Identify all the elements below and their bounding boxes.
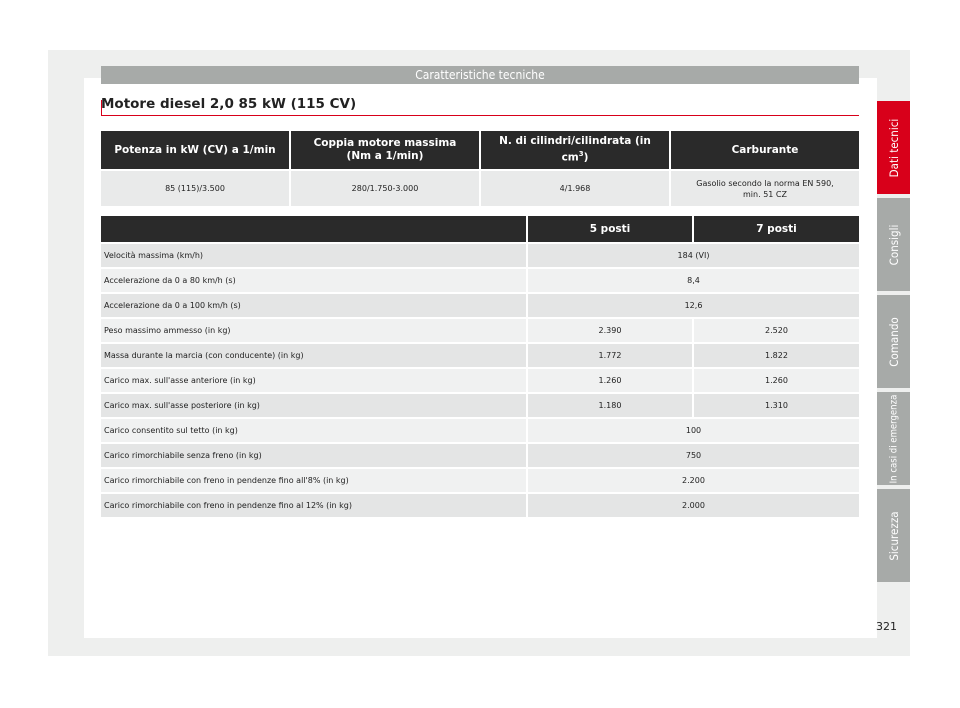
table-row bbox=[101, 442, 859, 467]
cell-cylinders: 4/1.968 bbox=[481, 169, 671, 206]
row-value: 8,4 bbox=[528, 267, 859, 292]
row-label: Carico max. sull'asse anteriore (in kg) bbox=[101, 367, 528, 392]
row-value-7: 1.310 bbox=[694, 392, 859, 417]
header-5-seats: 5 posti bbox=[528, 216, 694, 242]
row-value-5: 1.180 bbox=[528, 392, 694, 417]
row-label: Peso massimo ammesso (in kg) bbox=[101, 317, 528, 342]
specs-table bbox=[101, 216, 859, 517]
table-row bbox=[101, 492, 859, 517]
tab-emergenza[interactable]: In casi di emergenza bbox=[877, 392, 910, 485]
engine-table bbox=[101, 131, 859, 206]
row-label: Massa durante la marcia (con conducente) (in kg) bbox=[101, 342, 528, 367]
chapter-header: Caratteristiche tecniche bbox=[101, 66, 859, 84]
table-row bbox=[101, 292, 859, 317]
table-row bbox=[101, 317, 859, 342]
header-fuel: Carburante bbox=[671, 131, 859, 169]
tab-dati-tecnici[interactable]: Dati tecnici bbox=[877, 101, 910, 194]
row-value: 2.000 bbox=[528, 492, 859, 517]
row-value: 184 (VI) bbox=[528, 242, 859, 267]
row-value: 100 bbox=[528, 417, 859, 442]
row-label: Accelerazione da 0 a 100 km/h (s) bbox=[101, 292, 528, 317]
row-label: Carico consentito sul tetto (in kg) bbox=[101, 417, 528, 442]
table-row bbox=[101, 267, 859, 292]
header-cylinders: N. di cilindri/cilindrata (in $cm^3$) bbox=[481, 131, 671, 169]
table-row bbox=[101, 392, 859, 417]
row-value: 750 bbox=[528, 442, 859, 467]
row-value-5: 1.772 bbox=[528, 342, 694, 367]
tab-sicurezza[interactable]: Sicurezza bbox=[877, 489, 910, 582]
tab-comando[interactable]: Comando bbox=[877, 295, 910, 388]
row-label: Carico rimorchiabile con freno in pendenze fino al 12% (in kg) bbox=[101, 492, 528, 517]
header-7-seats: 7 posti bbox=[694, 216, 859, 242]
header-empty bbox=[101, 216, 528, 242]
page-number: 321 bbox=[876, 620, 897, 633]
row-value-5: 2.390 bbox=[528, 317, 694, 342]
row-label: Accelerazione da 0 a 80 km/h (s) bbox=[101, 267, 528, 292]
table-row bbox=[101, 367, 859, 392]
specs-table-header bbox=[101, 216, 859, 242]
cell-torque: 280/1.750-3.000 bbox=[291, 169, 481, 206]
row-value-5: 1.260 bbox=[528, 367, 694, 392]
table-row bbox=[101, 342, 859, 367]
title-underline bbox=[101, 115, 859, 116]
engine-table-header bbox=[101, 131, 859, 169]
row-label: Carico rimorchiabile senza freno (in kg) bbox=[101, 442, 528, 467]
table-row bbox=[101, 417, 859, 442]
row-value-7: 2.520 bbox=[694, 317, 859, 342]
row-value-7: 1.260 bbox=[694, 367, 859, 392]
row-value: 2.200 bbox=[528, 467, 859, 492]
header-torque: Coppia motore massima (Nm a 1/min) bbox=[291, 131, 481, 169]
row-label: Carico rimorchiabile con freno in pendenze fino all'8% (in kg) bbox=[101, 467, 528, 492]
table-row bbox=[101, 467, 859, 492]
header-power: Potenza in kW (CV) a 1/min bbox=[101, 131, 291, 169]
tab-consigli[interactable]: Consigli bbox=[877, 198, 910, 291]
cell-fuel: Gasolio secondo la norma EN 590, min. 51 CZ bbox=[671, 169, 859, 206]
cell-power: 85 (115)/3.500 bbox=[101, 169, 291, 206]
row-label: Velocità massima (km/h) bbox=[101, 242, 528, 267]
table-row bbox=[101, 242, 859, 267]
engine-table-row bbox=[101, 169, 859, 206]
row-value-7: 1.822 bbox=[694, 342, 859, 367]
section-title: Motore diesel 2,0 85 kW (115 CV) bbox=[101, 96, 357, 112]
row-label: Carico max. sull'asse posteriore (in kg) bbox=[101, 392, 528, 417]
row-value: 12,6 bbox=[528, 292, 859, 317]
